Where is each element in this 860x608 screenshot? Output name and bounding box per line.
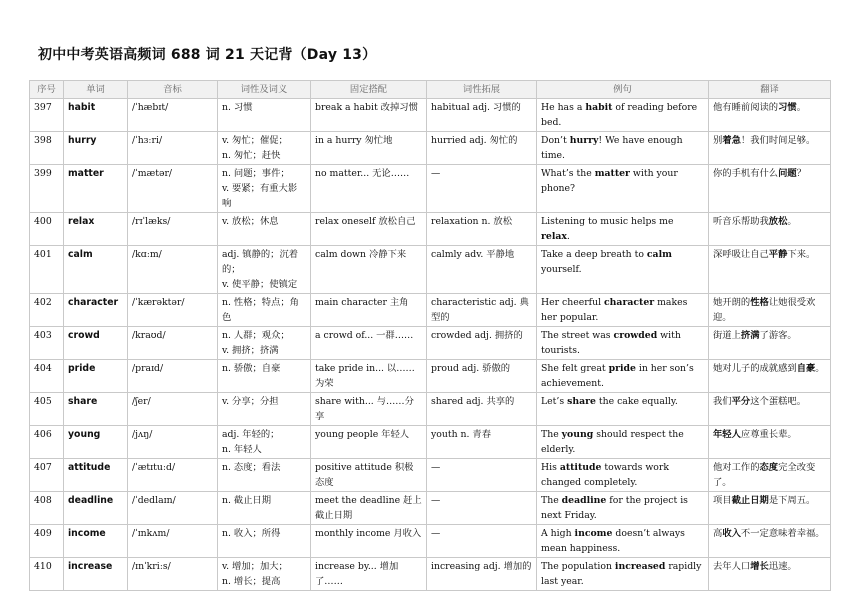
row-phrase: monthly income 月收入 [311, 525, 427, 558]
translation-keyword: 截止日期 [731, 495, 769, 506]
example-text: rapidly last year. [541, 561, 702, 587]
row-word: hurry [64, 132, 128, 165]
pos-line: v. 使平静；使镇定 [222, 279, 298, 290]
translation-text: 他有睡前阅读的 [713, 102, 779, 113]
row-phrase: a crowd of... 一群…… [311, 327, 427, 360]
example-text: doesn’t always mean happiness. [541, 528, 685, 554]
translation-keyword: 收入 [722, 528, 741, 539]
row-part-of-speech [218, 492, 311, 525]
row-number: 406 [30, 426, 64, 459]
row-part-of-speech [218, 294, 311, 327]
row-word: relax [64, 213, 128, 246]
example-keyword: young [561, 429, 594, 440]
row-word: young [64, 426, 128, 459]
pos-line: n. 年轻人 [222, 444, 262, 455]
header-ipa: 音标 [128, 81, 218, 99]
pos-line: n. 匆忙；赶快 [222, 150, 281, 161]
row-phonetic: /ˈhɜːri/ [128, 132, 218, 165]
example-text: of reading before bed. [541, 102, 698, 128]
row-part-of-speech [218, 558, 311, 591]
row-extension: — [427, 459, 537, 492]
translation-text: 下来。 [787, 249, 816, 260]
table-row [30, 99, 831, 132]
header-num: 序号 [30, 81, 64, 99]
translation-keyword: 放松 [768, 216, 788, 227]
translation-keyword: 问题 [778, 168, 797, 179]
example-text: for the project is next Friday. [541, 495, 688, 521]
pos-line: v. 增加；加大； [222, 561, 288, 572]
row-example [537, 99, 709, 132]
row-extension: characteristic adj. 典型的 [427, 294, 537, 327]
pos-line: n. 问题；事件； [222, 168, 290, 179]
table-row [30, 360, 831, 393]
row-example [537, 327, 709, 360]
pos-line: n. 态度；看法 [222, 462, 281, 473]
example-keyword: matter [594, 168, 630, 179]
pos-line: n. 性格；特点；角色 [222, 297, 299, 323]
row-extension: habitual adj. 习惯的 [427, 99, 537, 132]
example-text: Don’t [541, 135, 570, 146]
row-extension: relaxation n. 放松 [427, 213, 537, 246]
row-example [537, 165, 709, 213]
row-number: 397 [30, 99, 64, 132]
table-row [30, 426, 831, 459]
row-example [537, 213, 709, 246]
row-number: 399 [30, 165, 64, 213]
example-text: The street was [541, 330, 614, 341]
example-text: The [541, 429, 562, 440]
row-part-of-speech [218, 246, 311, 294]
example-text: The [541, 495, 562, 506]
row-word: character [64, 294, 128, 327]
pos-line: n. 截止日期 [222, 495, 272, 506]
row-translation [709, 426, 831, 459]
row-word: deadline [64, 492, 128, 525]
pos-line: v. 要紧；有重大影响 [222, 183, 298, 209]
translation-keyword: 性格 [750, 297, 769, 308]
table-row [30, 165, 831, 213]
translation-text: 。 [796, 102, 807, 113]
example-text: His [541, 462, 560, 473]
row-translation [709, 99, 831, 132]
example-text: should respect the elderly. [541, 429, 684, 455]
row-phonetic: /kɑːm/ [128, 246, 218, 294]
row-phrase: main character 主角 [311, 294, 427, 327]
row-number: 405 [30, 393, 64, 426]
example-text: Listening to music helps me [541, 216, 674, 227]
row-example [537, 492, 709, 525]
row-translation [709, 459, 831, 492]
row-extension: — [427, 492, 537, 525]
row-translation [709, 246, 831, 294]
example-text: Let’s [541, 396, 568, 407]
example-text: She felt great [541, 363, 609, 374]
example-text: with tourists. [541, 330, 681, 356]
example-keyword: hurry [569, 135, 599, 146]
translation-text: 项目 [713, 495, 732, 506]
translation-text: 完全改变了。 [713, 462, 816, 488]
table-row [30, 492, 831, 525]
translation-keyword: 自豪 [796, 363, 816, 374]
pos-line: v. 拥挤；挤满 [222, 345, 279, 356]
row-part-of-speech [218, 525, 311, 558]
example-text: yourself. [541, 264, 582, 275]
translation-text: 应尊重长辈。 [740, 429, 797, 440]
example-text: towards work changed completely. [541, 462, 669, 488]
example-text: . [566, 231, 570, 242]
row-phonetic: /kraʊd/ [128, 327, 218, 360]
row-translation [709, 165, 831, 213]
translation-text: ？ [796, 168, 807, 179]
row-number: 410 [30, 558, 64, 591]
translation-keyword: 着急 [722, 135, 741, 146]
pos-line: adj. 镇静的；沉着的； [222, 249, 299, 275]
header-extension: 词性拓展 [427, 81, 537, 99]
header-translation: 翻译 [709, 81, 831, 99]
row-phrase: calm down 冷静下来 [311, 246, 427, 294]
row-word: habit [64, 99, 128, 132]
example-keyword: deadline [561, 495, 607, 506]
row-phrase: in a hurry 匆忙地 [311, 132, 427, 165]
pos-line: n. 人群；观众； [222, 330, 290, 341]
translation-text: 。 [815, 363, 825, 374]
translation-text: ！我们时间足够。 [740, 135, 816, 146]
row-number: 400 [30, 213, 64, 246]
example-text: Her cheerful [541, 297, 605, 308]
example-keyword: attitude [559, 462, 602, 473]
row-translation [709, 327, 831, 360]
row-word: income [64, 525, 128, 558]
example-text: in her son’s achievement. [541, 363, 694, 389]
table-row [30, 393, 831, 426]
row-phonetic: /ˈhæbɪt/ [128, 99, 218, 132]
row-word: share [64, 393, 128, 426]
translation-keyword: 态度 [759, 462, 779, 473]
row-extension: crowded adj. 拥挤的 [427, 327, 537, 360]
row-extension: proud adj. 骄傲的 [427, 360, 537, 393]
table-row [30, 294, 831, 327]
row-translation [709, 213, 831, 246]
translation-keyword: 增长 [750, 561, 769, 572]
row-example [537, 294, 709, 327]
table-row [30, 132, 831, 165]
pos-line: v. 放松；休息 [222, 216, 279, 227]
row-phonetic: /ˈmætər/ [128, 165, 218, 213]
row-phonetic: /ˈkærəktər/ [128, 294, 218, 327]
example-text: The population [541, 561, 615, 572]
row-translation [709, 492, 831, 525]
row-phrase: no matter... 无论…… [311, 165, 427, 213]
translation-text: 高 [713, 528, 723, 539]
row-part-of-speech [218, 132, 311, 165]
row-part-of-speech [218, 327, 311, 360]
row-number: 409 [30, 525, 64, 558]
row-extension: hurried adj. 匆忙的 [427, 132, 537, 165]
pos-line: n. 增长；提高 [222, 576, 281, 587]
row-example [537, 393, 709, 426]
translation-text: 你的手机有什么 [713, 168, 779, 179]
translation-text: 街道上 [713, 330, 741, 341]
header-word: 单词 [64, 81, 128, 99]
row-part-of-speech [218, 99, 311, 132]
row-phrase: share with... 与……分享 [311, 393, 427, 426]
table-body [30, 99, 831, 591]
row-part-of-speech [218, 165, 311, 213]
translation-text: 了游客。 [759, 330, 797, 341]
translation-keyword: 年轻人 [713, 429, 741, 440]
pos-line: n. 收入；所得 [222, 528, 281, 539]
translation-text: 她对儿子的成就感到 [713, 363, 797, 374]
pos-line: v. 分享；分担 [222, 396, 279, 407]
row-part-of-speech [218, 459, 311, 492]
row-phonetic: /ˈdedlaɪn/ [128, 492, 218, 525]
translation-text: 迅速。 [768, 561, 797, 572]
row-extension: — [427, 165, 537, 213]
row-part-of-speech [218, 426, 311, 459]
row-phonetic: /praɪd/ [128, 360, 218, 393]
row-phonetic: /ɪnˈkriːs/ [128, 558, 218, 591]
row-number: 402 [30, 294, 64, 327]
row-phrase: increase by... 增加了…… [311, 558, 427, 591]
row-extension: shared adj. 共享的 [427, 393, 537, 426]
row-phrase: young people 年轻人 [311, 426, 427, 459]
row-number: 398 [30, 132, 64, 165]
example-text: makes her popular. [541, 297, 688, 323]
translation-text: 深呼吸让自己 [713, 249, 769, 260]
translation-keyword: 习惯 [778, 102, 797, 113]
header-example: 例句 [537, 81, 709, 99]
row-phrase: meet the deadline 赶上截止日期 [311, 492, 427, 525]
example-keyword: increased [614, 561, 666, 572]
translation-text: 让她很受欢迎。 [713, 297, 816, 323]
row-example [537, 525, 709, 558]
row-word: crowd [64, 327, 128, 360]
document-title: 初中中考英语高频词 688 词 21 天记背（Day 13） [38, 47, 377, 63]
translation-keyword: 平分 [731, 396, 751, 407]
row-example [537, 246, 709, 294]
row-phonetic: /ʃer/ [128, 393, 218, 426]
vocabulary-table [29, 80, 831, 591]
row-extension: increasing adj. 增加的 [427, 558, 537, 591]
row-phrase: relax oneself 放松自己 [311, 213, 427, 246]
row-translation [709, 525, 831, 558]
row-example [537, 360, 709, 393]
example-text: He has a [541, 102, 586, 113]
row-word: attitude [64, 459, 128, 492]
translation-text: 是下周五。 [768, 495, 816, 506]
row-example [537, 558, 709, 591]
example-keyword: calm [646, 249, 672, 260]
row-phrase: take pride in... 以……为荣 [311, 360, 427, 393]
row-word: calm [64, 246, 128, 294]
header-pos: 词性及词义 [218, 81, 311, 99]
row-word: increase [64, 558, 128, 591]
example-keyword: pride [608, 363, 636, 374]
row-part-of-speech [218, 213, 311, 246]
example-keyword: habit [585, 102, 613, 113]
example-text: ! We have enough time. [541, 135, 683, 161]
row-phonetic: /ˈætɪtuːd/ [128, 459, 218, 492]
translation-text: 不一定意味着幸福。 [740, 528, 825, 539]
row-part-of-speech [218, 360, 311, 393]
row-translation [709, 393, 831, 426]
row-translation [709, 558, 831, 591]
row-number: 401 [30, 246, 64, 294]
row-phonetic: /rɪˈlæks/ [128, 213, 218, 246]
table-row [30, 459, 831, 492]
row-example [537, 132, 709, 165]
pos-line: n. 骄傲；自豪 [222, 363, 281, 374]
translation-keyword: 挤满 [740, 330, 760, 341]
row-word: pride [64, 360, 128, 393]
row-translation [709, 360, 831, 393]
example-keyword: relax [541, 231, 567, 242]
table-header-row [30, 81, 831, 99]
translation-text: 她开朗的 [713, 297, 751, 308]
translation-text: 我们 [713, 396, 732, 407]
table-row [30, 213, 831, 246]
example-keyword: income [574, 528, 613, 539]
row-word: matter [64, 165, 128, 213]
row-phonetic: /ˈɪnkʌm/ [128, 525, 218, 558]
table-row [30, 246, 831, 294]
example-text: with your phone? [541, 168, 678, 194]
example-keyword: share [567, 396, 596, 407]
header-phrase: 固定搭配 [311, 81, 427, 99]
row-translation [709, 132, 831, 165]
row-phrase: positive attitude 积极态度 [311, 459, 427, 492]
translation-text: 听音乐帮助我 [713, 216, 769, 227]
row-phrase: break a habit 改掉习惯 [311, 99, 427, 132]
row-extension: — [427, 525, 537, 558]
row-number: 407 [30, 459, 64, 492]
table-row [30, 327, 831, 360]
row-number: 403 [30, 327, 64, 360]
example-keyword: character [604, 297, 655, 308]
row-part-of-speech [218, 393, 311, 426]
pos-line: n. 习惯 [222, 102, 253, 113]
example-text: Take a deep breath to [541, 249, 647, 260]
translation-text: 他对工作的 [713, 462, 760, 473]
table-row [30, 558, 831, 591]
row-example [537, 459, 709, 492]
translation-keyword: 平静 [768, 249, 788, 260]
row-extension: calmly adv. 平静地 [427, 246, 537, 294]
example-text: What’s the [541, 168, 595, 179]
translation-text: 。 [787, 216, 797, 227]
row-extension: youth n. 青春 [427, 426, 537, 459]
translation-text: 这个蛋糕吧。 [750, 396, 807, 407]
example-text: A high [541, 528, 575, 539]
row-translation [709, 294, 831, 327]
pos-line: v. 匆忙；催促； [222, 135, 288, 146]
example-keyword: crowded [613, 330, 658, 341]
example-text: the cake equally. [595, 396, 678, 407]
row-example [537, 426, 709, 459]
table-row [30, 525, 831, 558]
row-phonetic: /jʌŋ/ [128, 426, 218, 459]
row-number: 408 [30, 492, 64, 525]
translation-text: 别 [713, 135, 723, 146]
pos-line: adj. 年轻的； [222, 429, 280, 440]
row-number: 404 [30, 360, 64, 393]
translation-text: 去年人口 [713, 561, 751, 572]
